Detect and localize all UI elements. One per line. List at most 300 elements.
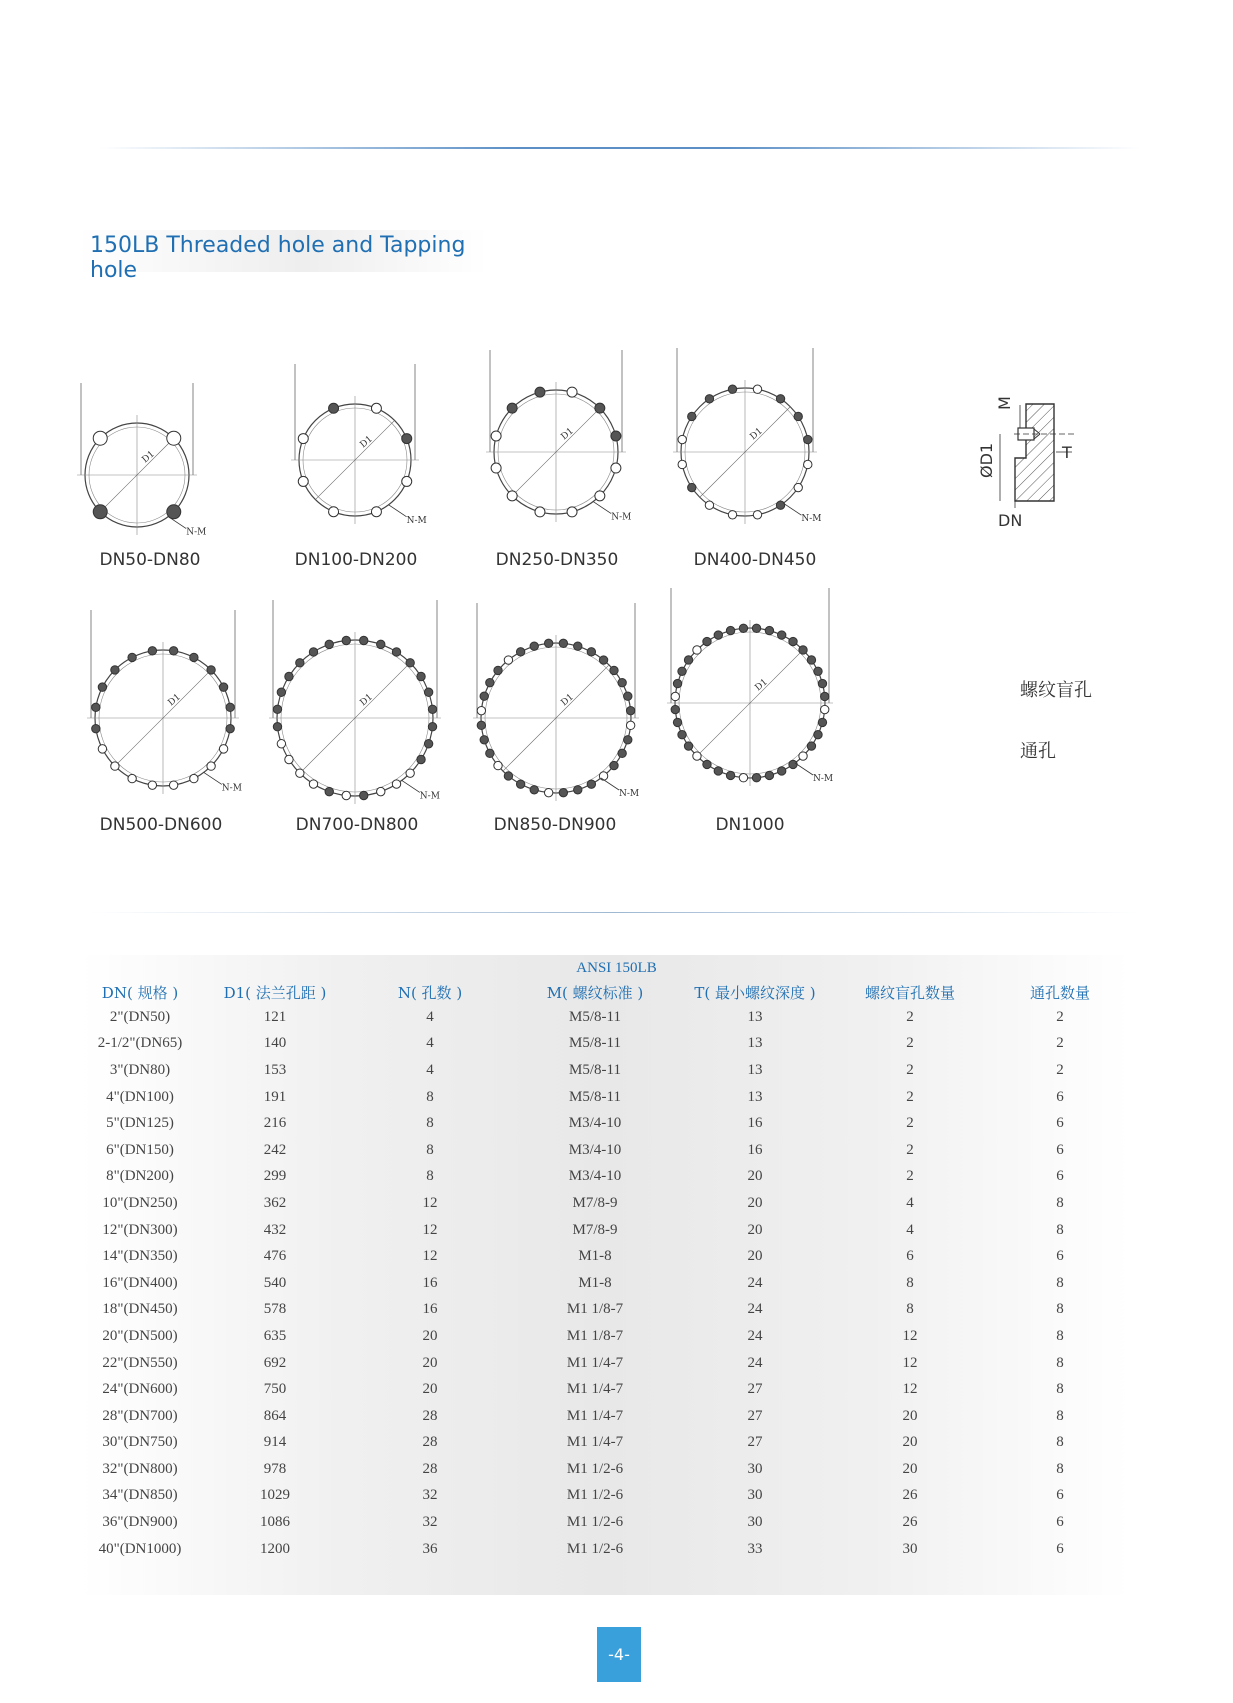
- blind-hole: [752, 774, 760, 782]
- cell-t: 27: [747, 1381, 763, 1398]
- through-hole: [148, 781, 156, 789]
- diagram-label: DN400-DN450: [693, 550, 817, 570]
- cell-dn: 3"(DN80): [109, 1061, 171, 1078]
- blind-hole: [428, 723, 436, 731]
- blind-hole: [574, 642, 582, 650]
- cell-dn: 22"(DN550): [102, 1354, 178, 1371]
- col-m-header: M( 螺纹标准 ): [546, 983, 644, 1002]
- blind-hole: [486, 678, 494, 686]
- cell-n: 28: [422, 1460, 438, 1477]
- blind-hole: [618, 678, 626, 686]
- blind-hole: [530, 786, 538, 794]
- diagram-d1-mark: D1: [748, 426, 765, 443]
- blind-hole: [714, 631, 722, 639]
- blind-hole: [296, 659, 304, 667]
- diagram-d1-mark: D1: [559, 692, 576, 709]
- cell-through-count: 6: [1056, 1248, 1064, 1265]
- through-hole: [392, 780, 400, 788]
- cell-dn: 2-1/2"(DN65): [97, 1035, 183, 1052]
- blind-hole: [777, 631, 785, 639]
- through-hole: [98, 745, 106, 753]
- cell-t: 30: [747, 1487, 763, 1504]
- cell-dn: 10"(DN250): [102, 1194, 178, 1211]
- cell-dn: 5"(DN125): [106, 1115, 174, 1132]
- divider: [90, 912, 1140, 913]
- cell-t: 13: [747, 1035, 763, 1052]
- cell-through-count: 8: [1056, 1301, 1064, 1318]
- cell-n: 4: [426, 1008, 434, 1025]
- table-header-row: [80, 980, 1130, 1004]
- cell-d1: 216: [263, 1115, 287, 1132]
- blind-hole: [309, 648, 317, 656]
- through-hole: [190, 774, 198, 782]
- blind-hole: [477, 721, 485, 729]
- table-row: [80, 1057, 1130, 1084]
- cell-through-count: 8: [1056, 1274, 1064, 1291]
- flange-diagram-7: [473, 603, 639, 801]
- cell-d1: 153: [263, 1061, 287, 1078]
- blind-hole: [789, 637, 797, 645]
- cell-t: 16: [747, 1141, 763, 1158]
- blind-hole: [285, 672, 293, 680]
- blind-hole: [226, 703, 234, 711]
- through-hole: [309, 780, 317, 788]
- section-m-label: M: [995, 396, 1014, 410]
- cell-through-count: 6: [1056, 1088, 1064, 1105]
- diagram-nm-mark: N-M: [221, 783, 242, 794]
- blind-hole: [684, 742, 692, 750]
- blind-hole: [714, 767, 722, 775]
- cell-through-count: 6: [1056, 1487, 1064, 1504]
- through-hole: [342, 791, 350, 799]
- cell-through-count: 2: [1056, 1035, 1064, 1052]
- spec-table: [80, 980, 1130, 1562]
- cell-through-count: 6: [1056, 1514, 1064, 1531]
- blind-hole: [739, 624, 747, 632]
- cell-m: M1 1/2-6: [566, 1514, 624, 1531]
- cell-d1: 540: [263, 1274, 287, 1291]
- blind-hole: [226, 724, 234, 732]
- blind-hole: [684, 656, 692, 664]
- through-hole: [504, 656, 512, 664]
- blind-hole: [789, 760, 797, 768]
- diagram-d1-mark: D1: [166, 692, 183, 709]
- blind-hole: [618, 749, 626, 757]
- cell-dn: 40"(DN1000): [98, 1540, 182, 1557]
- blind-hole: [671, 705, 679, 713]
- blind-hole: [587, 780, 595, 788]
- table-row: [80, 1084, 1130, 1111]
- diagram-label: DN1000: [715, 815, 785, 835]
- cell-blind-count: 4: [906, 1194, 914, 1211]
- table-row: [80, 1536, 1130, 1563]
- cell-dn: 14"(DN350): [102, 1248, 178, 1265]
- cell-m: M1 1/2-6: [566, 1540, 624, 1557]
- blind-hole: [342, 636, 350, 644]
- cell-dn: 12"(DN300): [102, 1221, 178, 1238]
- blind-hole: [190, 653, 198, 661]
- cell-dn: 8"(DN200): [106, 1168, 174, 1185]
- cell-dn: 28"(DN700): [102, 1407, 178, 1424]
- blind-hole: [559, 639, 567, 647]
- blind-hole: [610, 761, 618, 769]
- cell-t: 24: [747, 1327, 763, 1344]
- blind-hole: [703, 760, 711, 768]
- cell-t: 30: [747, 1514, 763, 1531]
- blind-hole: [814, 667, 822, 675]
- cell-dn: 6"(DN150): [106, 1141, 174, 1158]
- blind-hole: [92, 724, 100, 732]
- blind-hole: [726, 771, 734, 779]
- cell-d1: 362: [263, 1194, 287, 1211]
- diagram-nm-mark: N-M: [186, 527, 207, 538]
- cell-n: 36: [422, 1540, 438, 1557]
- cell-blind-count: 20: [902, 1434, 918, 1451]
- cell-m: M1 1/2-6: [566, 1487, 624, 1504]
- blind-hole: [587, 648, 595, 656]
- cell-t: 13: [747, 1061, 763, 1078]
- blind-hole: [504, 772, 512, 780]
- cell-blind-count: 12: [902, 1354, 918, 1371]
- cell-blind-count: 4: [906, 1221, 914, 1238]
- cell-n: 8: [426, 1168, 434, 1185]
- cell-d1: 750: [263, 1381, 287, 1398]
- cell-m: M3/4-10: [568, 1141, 622, 1158]
- table-row: [80, 1376, 1130, 1403]
- legend-through-hole-text: 通孔: [1020, 741, 1056, 762]
- cell-through-count: 6: [1056, 1540, 1064, 1557]
- cell-n: 4: [426, 1035, 434, 1052]
- cell-t: 24: [747, 1354, 763, 1371]
- table-body: [80, 1004, 1130, 1562]
- cell-blind-count: 30: [902, 1540, 918, 1557]
- blind-hole: [480, 692, 488, 700]
- cell-n: 28: [422, 1407, 438, 1424]
- through-hole: [739, 774, 747, 782]
- table-row: [80, 1243, 1130, 1270]
- table-row: [80, 1217, 1130, 1244]
- cell-t: 20: [747, 1194, 763, 1211]
- blind-hole: [360, 791, 368, 799]
- blind-hole: [673, 718, 681, 726]
- cell-n: 8: [426, 1115, 434, 1132]
- diagram-d1-mark: D1: [559, 426, 576, 443]
- diagram-label: DN50-DN80: [99, 550, 201, 570]
- cell-dn: 24"(DN600): [102, 1381, 178, 1398]
- cell-d1: 299: [263, 1168, 287, 1185]
- cell-t: 16: [747, 1115, 763, 1132]
- cell-m: M1 1/8-7: [566, 1327, 624, 1344]
- diagram-d1-mark: D1: [140, 449, 157, 466]
- through-hole: [285, 755, 293, 763]
- cell-t: 13: [747, 1008, 763, 1025]
- blind-hole: [111, 666, 119, 674]
- cell-through-count: 2: [1056, 1008, 1064, 1025]
- col-blind-count-header: 螺纹盲孔数量: [864, 983, 955, 1002]
- table-row: [80, 1483, 1130, 1510]
- cell-m: M7/8-9: [572, 1194, 618, 1211]
- through-hole: [296, 769, 304, 777]
- thread-section-view: [0, 0, 1233, 600]
- cell-d1: 692: [263, 1354, 287, 1371]
- cell-m: M1 1/2-6: [566, 1460, 624, 1477]
- cell-blind-count: 2: [906, 1035, 914, 1052]
- cell-blind-count: 2: [906, 1088, 914, 1105]
- diagram-nm-mark: N-M: [813, 774, 834, 784]
- through-hole: [277, 740, 285, 748]
- cell-dn: 18"(DN450): [102, 1301, 178, 1318]
- blind-hole: [128, 653, 136, 661]
- cell-blind-count: 12: [902, 1381, 918, 1398]
- blind-hole: [624, 736, 632, 744]
- cell-d1: 1029: [260, 1487, 290, 1504]
- through-hole: [207, 762, 215, 770]
- blind-hole: [678, 667, 686, 675]
- diagram-label: DN100-DN200: [294, 550, 418, 570]
- cell-d1: 578: [263, 1301, 287, 1318]
- cell-n: 16: [422, 1301, 438, 1318]
- table-row: [80, 1323, 1130, 1350]
- cell-d1: 432: [263, 1221, 287, 1238]
- cell-n: 20: [422, 1327, 438, 1344]
- legend-blind-hole-text: 螺纹盲孔: [1020, 680, 1092, 701]
- through-hole: [111, 762, 119, 770]
- cell-t: 20: [747, 1221, 763, 1238]
- blind-hole: [277, 688, 285, 696]
- through-hole: [219, 745, 227, 753]
- cell-dn: 20"(DN500): [102, 1327, 178, 1344]
- blind-hole: [678, 730, 686, 738]
- blind-hole: [574, 786, 582, 794]
- blind-hole: [169, 647, 177, 655]
- cell-m: M5/8-11: [569, 1088, 621, 1105]
- cell-blind-count: 8: [906, 1274, 914, 1291]
- table-row: [80, 1297, 1130, 1324]
- through-hole: [693, 752, 701, 760]
- blind-hole: [325, 787, 333, 795]
- cell-through-count: 6: [1056, 1168, 1064, 1185]
- cell-d1: 978: [263, 1460, 287, 1477]
- cell-n: 20: [422, 1381, 438, 1398]
- cell-m: M3/4-10: [568, 1168, 622, 1185]
- cell-n: 8: [426, 1141, 434, 1158]
- blind-hole: [92, 703, 100, 711]
- cell-m: M1 1/4-7: [566, 1434, 624, 1451]
- cell-blind-count: 2: [906, 1141, 914, 1158]
- section-d1-label: ØD1: [977, 442, 996, 478]
- diagram-nm-mark: N-M: [419, 791, 440, 802]
- blind-hole: [799, 646, 807, 654]
- diagram-nm-mark: N-M: [801, 514, 822, 525]
- cell-through-count: 8: [1056, 1381, 1064, 1398]
- cell-m: M1-8: [578, 1248, 612, 1265]
- through-hole: [544, 788, 552, 796]
- table-row: [80, 1509, 1130, 1536]
- through-hole: [799, 752, 807, 760]
- cell-d1: 864: [263, 1407, 287, 1424]
- cell-m: M1 1/4-7: [566, 1381, 624, 1398]
- blind-hole: [207, 666, 215, 674]
- blind-hole: [807, 656, 815, 664]
- cell-dn: 30"(DN750): [102, 1434, 178, 1451]
- col-through-count-header: 通孔数量: [1029, 983, 1090, 1002]
- blind-hole: [273, 723, 281, 731]
- diagram-label: DN850-DN900: [493, 815, 617, 835]
- blind-hole: [486, 749, 494, 757]
- cell-dn: 36"(DN900): [102, 1514, 178, 1531]
- through-hole: [693, 646, 701, 654]
- through-hole: [128, 774, 136, 782]
- cell-blind-count: 12: [902, 1327, 918, 1344]
- cell-t: 30: [747, 1460, 763, 1477]
- table-row: [80, 1164, 1130, 1191]
- diagram-nm-mark: N-M: [611, 512, 632, 523]
- diagram-d1-mark: D1: [358, 692, 375, 709]
- cell-m: M1 1/8-7: [566, 1301, 624, 1318]
- blind-hole: [377, 640, 385, 648]
- cell-dn: 2"(DN50): [109, 1008, 171, 1025]
- section-t-label: T: [1062, 443, 1072, 462]
- blind-hole: [765, 626, 773, 634]
- cell-through-count: 8: [1056, 1327, 1064, 1344]
- blind-hole: [610, 666, 618, 674]
- cell-n: 8: [426, 1088, 434, 1105]
- cell-n: 12: [422, 1248, 438, 1265]
- blind-hole: [360, 636, 368, 644]
- table-caption: ANSI 150LB: [576, 960, 657, 976]
- cell-through-count: 8: [1056, 1460, 1064, 1477]
- blind-hole: [417, 672, 425, 680]
- blind-hole: [814, 730, 822, 738]
- blind-hole: [406, 659, 414, 667]
- col-n-header: N( 孔数 ): [397, 983, 463, 1002]
- flange-diagram-6: [269, 600, 441, 804]
- cell-n: 32: [422, 1487, 438, 1504]
- cell-d1: 242: [263, 1141, 287, 1158]
- diagram-label: DN700-DN800: [295, 815, 419, 835]
- through-hole: [599, 772, 607, 780]
- cell-t: 27: [747, 1434, 763, 1451]
- cell-d1: 476: [263, 1248, 287, 1265]
- blind-hole: [219, 683, 227, 691]
- cell-t: 27: [747, 1407, 763, 1424]
- flange-diagram-5: [87, 610, 242, 794]
- cell-blind-count: 20: [902, 1460, 918, 1477]
- diagram-d1-mark: D1: [753, 677, 770, 694]
- blind-hole: [726, 626, 734, 634]
- cell-d1: 140: [263, 1035, 287, 1052]
- col-dn-header: DN( 规格 ): [101, 983, 179, 1002]
- table-row: [80, 1456, 1130, 1483]
- blind-hole: [417, 755, 425, 763]
- cell-dn: 34"(DN850): [102, 1487, 178, 1504]
- blind-hole: [98, 683, 106, 691]
- cell-n: 4: [426, 1061, 434, 1078]
- blind-hole: [777, 767, 785, 775]
- cell-through-count: 8: [1056, 1194, 1064, 1211]
- cell-blind-count: 26: [902, 1487, 918, 1504]
- through-hole: [821, 705, 829, 713]
- diagram-label: DN250-DN350: [495, 550, 619, 570]
- table-row: [80, 1110, 1130, 1137]
- diagram-d1-mark: D1: [358, 434, 375, 451]
- cell-blind-count: 6: [906, 1248, 914, 1265]
- cell-t: 13: [747, 1088, 763, 1105]
- table-row: [80, 1270, 1130, 1297]
- diagram-label: DN500-DN600: [99, 815, 223, 835]
- table-row: [80, 1004, 1130, 1031]
- blind-hole: [480, 736, 488, 744]
- cell-m: M5/8-11: [569, 1035, 621, 1052]
- blind-hole: [673, 679, 681, 687]
- cell-blind-count: 2: [906, 1115, 914, 1132]
- blind-hole: [559, 788, 567, 796]
- cell-blind-count: 20: [902, 1407, 918, 1424]
- cell-blind-count: 8: [906, 1301, 914, 1318]
- flange-diagram-8: [667, 588, 833, 786]
- cell-m: M1 1/4-7: [566, 1407, 624, 1424]
- blind-hole: [821, 692, 829, 700]
- through-hole: [169, 781, 177, 789]
- cell-n: 12: [422, 1194, 438, 1211]
- cell-d1: 1086: [260, 1514, 290, 1531]
- cell-m: M3/4-10: [568, 1115, 622, 1132]
- table-row: [80, 1137, 1130, 1164]
- blind-hole: [530, 642, 538, 650]
- blind-hole: [818, 718, 826, 726]
- through-hole: [406, 769, 414, 777]
- blind-hole: [626, 706, 634, 714]
- cell-m: M1-8: [578, 1274, 612, 1291]
- blind-hole: [494, 666, 502, 674]
- cell-t: 20: [747, 1248, 763, 1265]
- through-hole: [626, 721, 634, 729]
- cell-d1: 191: [263, 1088, 287, 1105]
- blind-hole: [424, 740, 432, 748]
- cell-through-count: 8: [1056, 1407, 1064, 1424]
- cell-blind-count: 2: [906, 1061, 914, 1078]
- blind-hole: [392, 648, 400, 656]
- through-hole: [377, 787, 385, 795]
- blind-hole: [424, 688, 432, 696]
- cell-m: M1 1/4-7: [566, 1354, 624, 1371]
- cell-d1: 121: [263, 1008, 287, 1025]
- cell-blind-count: 2: [906, 1008, 914, 1025]
- blind-hole: [544, 639, 552, 647]
- cell-through-count: 2: [1056, 1061, 1064, 1078]
- cell-n: 28: [422, 1434, 438, 1451]
- blind-hole: [752, 624, 760, 632]
- blind-hole: [599, 656, 607, 664]
- blind-hole: [516, 648, 524, 656]
- cell-m: M5/8-11: [569, 1061, 621, 1078]
- section-title: 150LB Threaded hole and Tapping hole: [90, 233, 466, 283]
- blind-hole: [703, 637, 711, 645]
- cell-n: 20: [422, 1354, 438, 1371]
- cell-m: M7/8-9: [572, 1221, 618, 1238]
- section-dn-label: DN: [998, 511, 1023, 530]
- cell-d1: 1200: [260, 1540, 290, 1557]
- blind-hole: [624, 692, 632, 700]
- cell-dn: 16"(DN400): [102, 1274, 178, 1291]
- table-row: [80, 1031, 1130, 1058]
- blind-hole: [428, 705, 436, 713]
- col-d1-header: D1( 法兰孔距 ): [223, 983, 327, 1002]
- blind-hole: [818, 679, 826, 687]
- cell-m: M5/8-11: [569, 1008, 621, 1025]
- cell-d1: 914: [263, 1434, 287, 1451]
- cell-n: 32: [422, 1514, 438, 1531]
